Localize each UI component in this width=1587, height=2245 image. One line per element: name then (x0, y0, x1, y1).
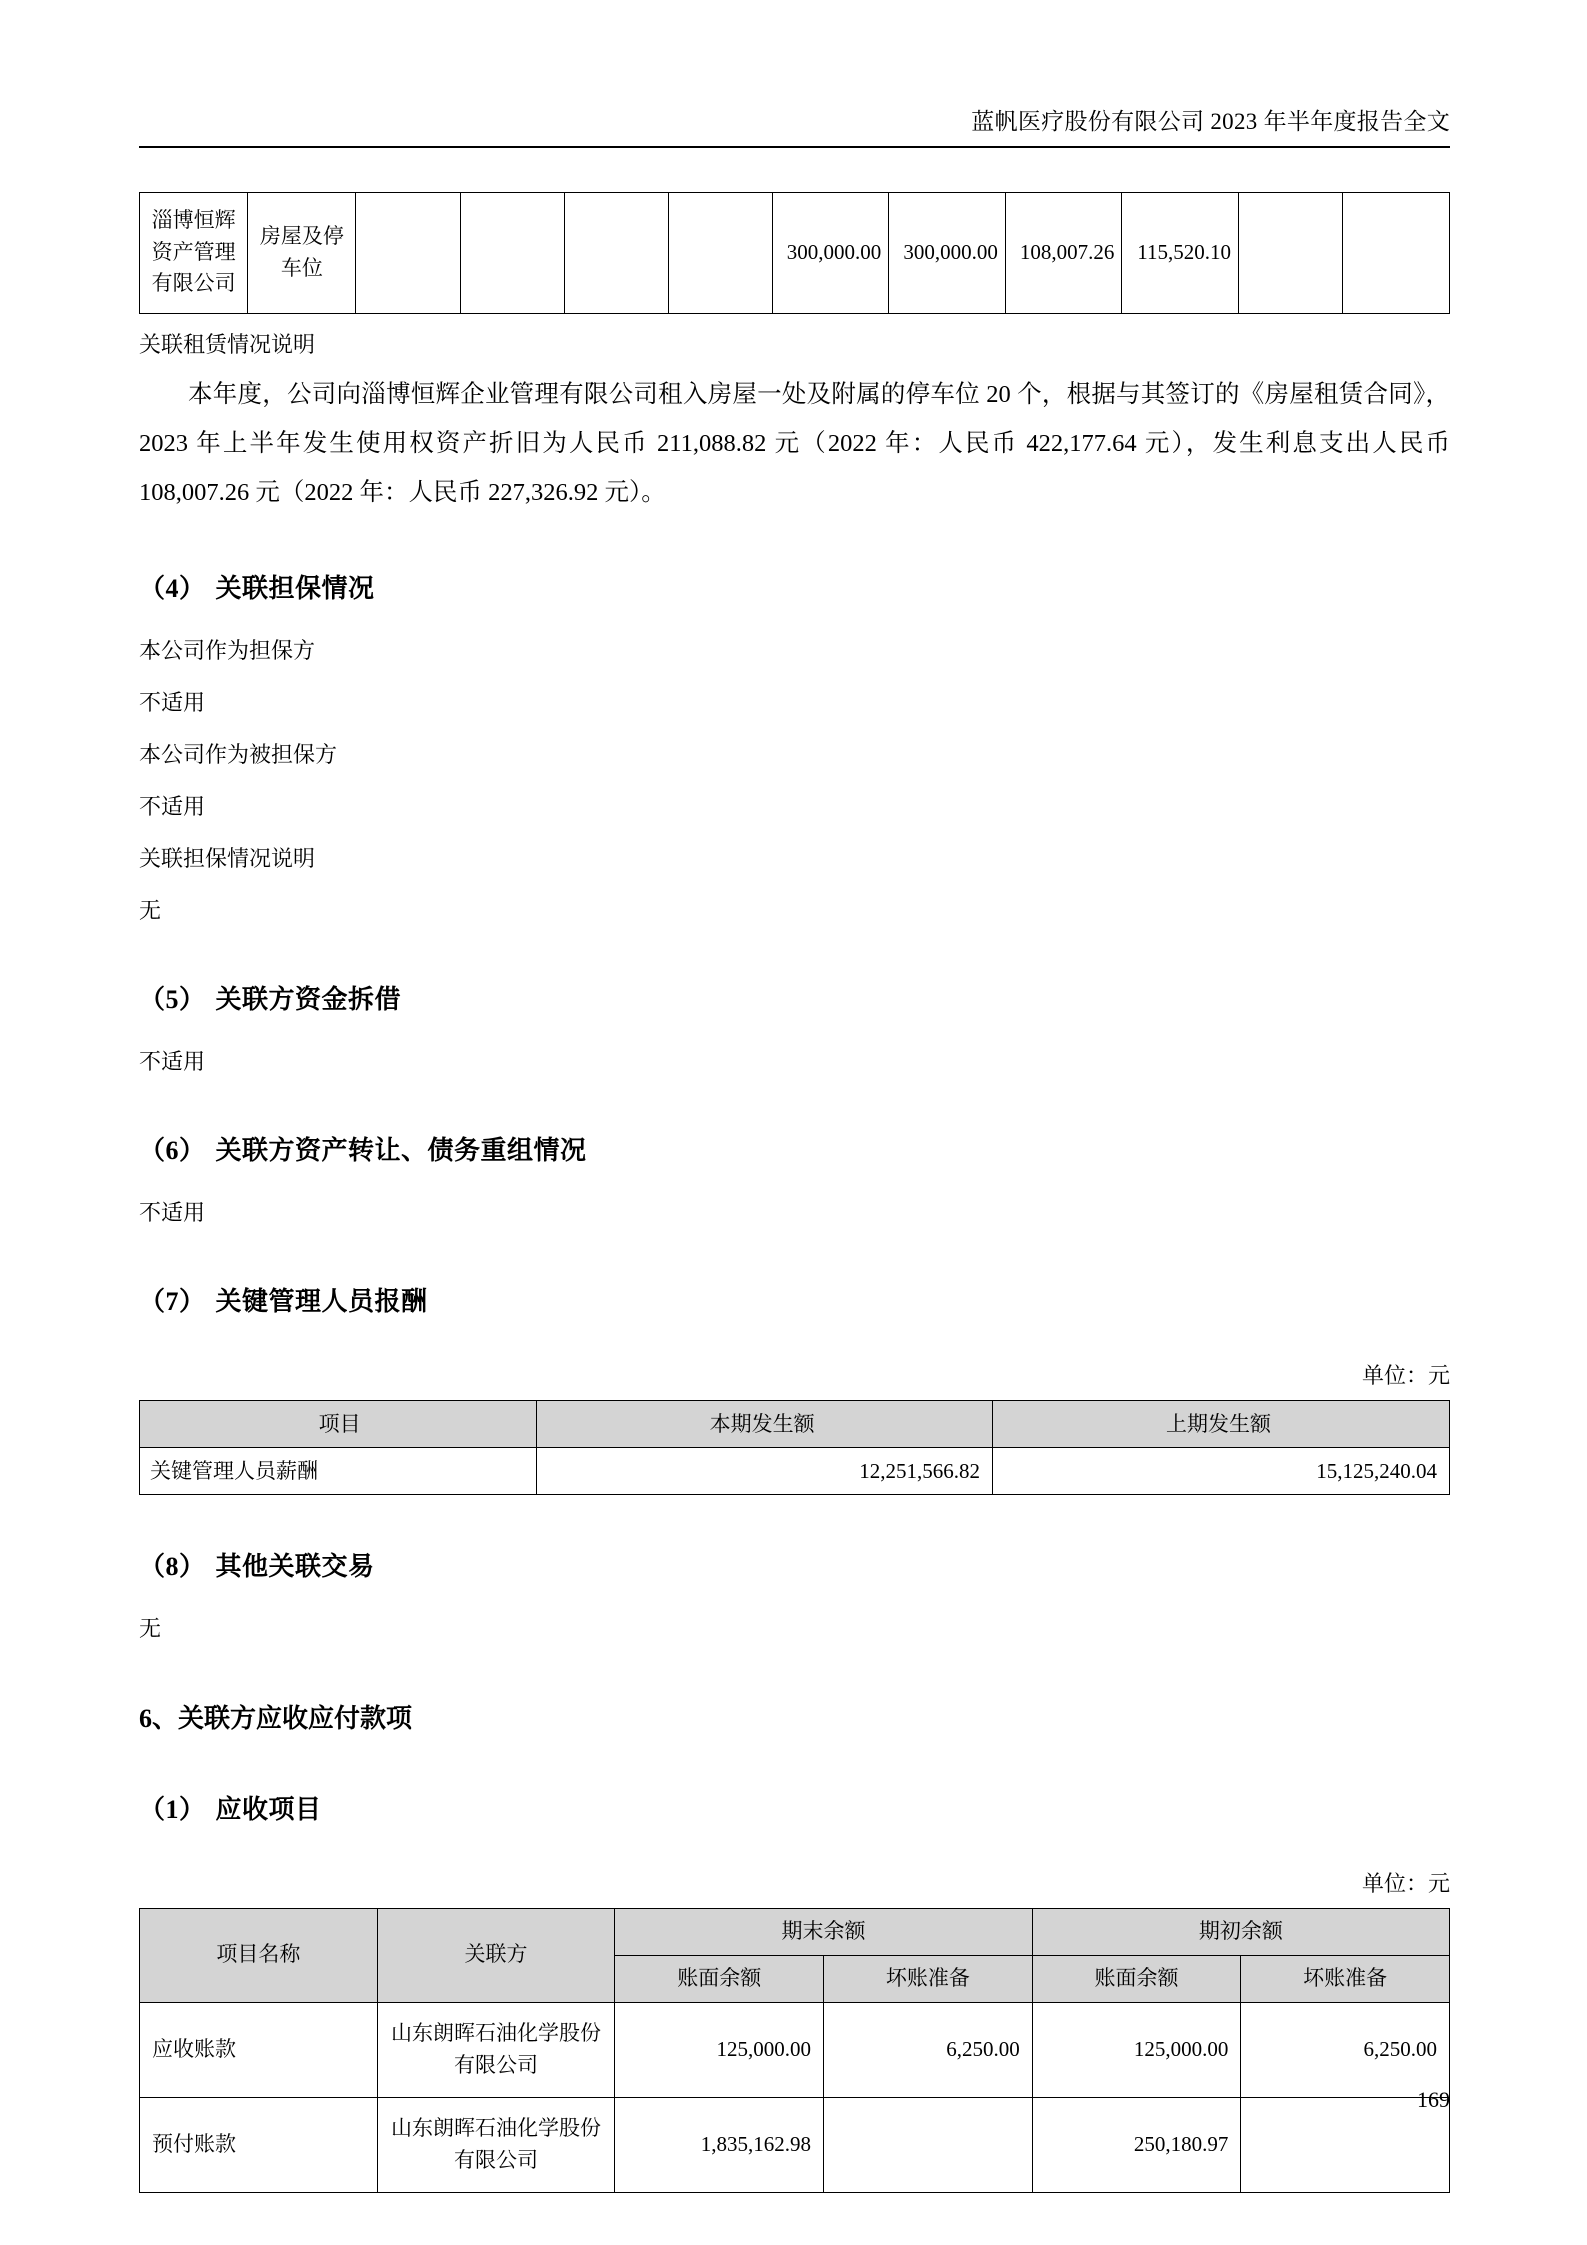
cell-col12 (1343, 192, 1450, 313)
section-4-title: 关联担保情况 (215, 573, 375, 603)
section-4-line-3: 不适用 (139, 793, 206, 819)
cell-end-book-value: 125,000.00 (615, 2002, 824, 2097)
table-header-row (140, 1401, 1450, 1448)
section-4-line-2: 本公司作为被担保方 (139, 741, 338, 767)
lease-note-paragraph: 本年度，公司向淄博恒辉企业管理有限公司租入房屋一处及附属的停车位 20 个，根据与其签订的《房屋租赁合同》，2023 年上半年发生使用权资产折旧为人民币 211,088.82 元（2022 年：人民币 422,177.64 元），发生利息支出人民币 108,007.26 元（2022 年：人民币 227,326.92 元）。 (139, 380, 1450, 506)
subsection-heading-1 (139, 1790, 1450, 1829)
subsection-1-number: （1） (139, 1794, 206, 1824)
header-current: 本期发生额 (537, 1401, 993, 1448)
cell-item-name: 应收账款 (140, 2002, 378, 2097)
cell-end-book-value: 1,835,162.98 (615, 2097, 824, 2192)
cell-begin-book-value: 125,000.00 (1032, 2002, 1241, 2097)
header-end-bad-debt: 坏账准备 (824, 1955, 1033, 2002)
running-header-title: 蓝帆医疗股份有限公司 2023 年半年度报告全文 (971, 109, 1450, 134)
cell-related-party: 山东朗晖石油化学股份有限公司 (377, 2002, 615, 2097)
cell-item-name: 预付账款 (140, 2097, 378, 2192)
header-related-party: 关联方 (377, 1908, 615, 2002)
section-8-number: （8） (139, 1552, 206, 1582)
running-header (139, 0, 1450, 136)
cell-col5 (564, 192, 668, 313)
section-5-body: 不适用 (139, 1049, 206, 1075)
table-row (140, 2002, 1450, 2097)
cell-col3 (356, 192, 460, 313)
section-5-number: （5） (139, 985, 206, 1015)
section-heading-6 (139, 1131, 1450, 1170)
header-item: 项目 (140, 1401, 537, 1448)
section-6-number: （6） (139, 1136, 206, 1166)
section-heading-six: 6、关联方应收应付款项 (139, 1703, 413, 1733)
section-4-line-0: 本公司作为担保方 (139, 637, 316, 663)
section-7-unit-label: 单位：元 (1361, 1363, 1450, 1389)
cell-item: 关键管理人员薪酬 (140, 1448, 537, 1495)
page-content (139, 0, 1450, 2193)
subsection-1-unit-label: 单位：元 (1361, 1870, 1450, 1896)
section-4-line-1: 不适用 (139, 689, 206, 715)
page-number: 169 (1417, 2087, 1450, 2112)
section-4-line-5: 无 (139, 898, 162, 924)
section-7-number: （7） (139, 1287, 206, 1317)
section-8-title: 其他关联交易 (215, 1552, 375, 1582)
related-lease-table (139, 192, 1450, 314)
header-rule (139, 146, 1450, 148)
cell-amount-3: 108,007.26 (1005, 192, 1122, 313)
table-row (140, 192, 1450, 313)
header-end-book-value: 账面余额 (615, 1955, 824, 2002)
lease-note-caption: 关联租赁情况说明 (139, 331, 316, 357)
cell-begin-bad-debt: 6,250.00 (1241, 2002, 1450, 2097)
subsection-1-title: 应收项目 (215, 1794, 322, 1824)
cell-asset-kind: 房屋及停车位 (248, 192, 356, 313)
section-heading-4 (139, 569, 1450, 608)
receivables-related-party-table (139, 1908, 1450, 2193)
header-begin-book-value: 账面余额 (1032, 1955, 1241, 2002)
section-8-body: 无 (139, 1616, 162, 1642)
header-previous: 上期发生额 (993, 1401, 1450, 1448)
cell-related-party: 淄博恒辉资产管理有限公司 (140, 192, 248, 313)
cell-col6 (668, 192, 772, 313)
section-6-title: 关联方资产转让、债务重组情况 (215, 1136, 587, 1166)
header-group-begin-balance: 期初余额 (1032, 1908, 1449, 1955)
header-group-end-balance: 期末余额 (615, 1908, 1032, 1955)
section-7-title: 关键管理人员报酬 (215, 1287, 428, 1317)
section-5-title: 关联方资金拆借 (215, 985, 402, 1015)
section-heading-5 (139, 980, 1450, 1019)
cell-amount-1: 300,000.00 (772, 192, 889, 313)
key-management-compensation-table (139, 1400, 1450, 1495)
cell-current: 12,251,566.82 (537, 1448, 993, 1495)
cell-previous: 15,125,240.04 (993, 1448, 1450, 1495)
cell-end-bad-debt: 6,250.00 (824, 2002, 1033, 2097)
section-heading-7 (139, 1282, 1450, 1321)
section-6-body: 不适用 (139, 1200, 206, 1226)
header-begin-bad-debt: 坏账准备 (1241, 1955, 1450, 2002)
header-item-name: 项目名称 (140, 1908, 378, 2002)
section-4-number: （4） (139, 573, 206, 603)
cell-amount-4: 115,520.10 (1122, 192, 1239, 313)
cell-related-party: 山东朗晖石油化学股份有限公司 (377, 2097, 615, 2192)
cell-begin-book-value: 250,180.97 (1032, 2097, 1241, 2192)
table-header-row-group (140, 1908, 1450, 1955)
cell-amount-2: 300,000.00 (889, 192, 1006, 313)
section-heading-8 (139, 1547, 1450, 1586)
cell-col11 (1239, 192, 1343, 313)
cell-col4 (460, 192, 564, 313)
section-4-line-4: 关联担保情况说明 (139, 846, 316, 872)
table-row (140, 1448, 1450, 1495)
